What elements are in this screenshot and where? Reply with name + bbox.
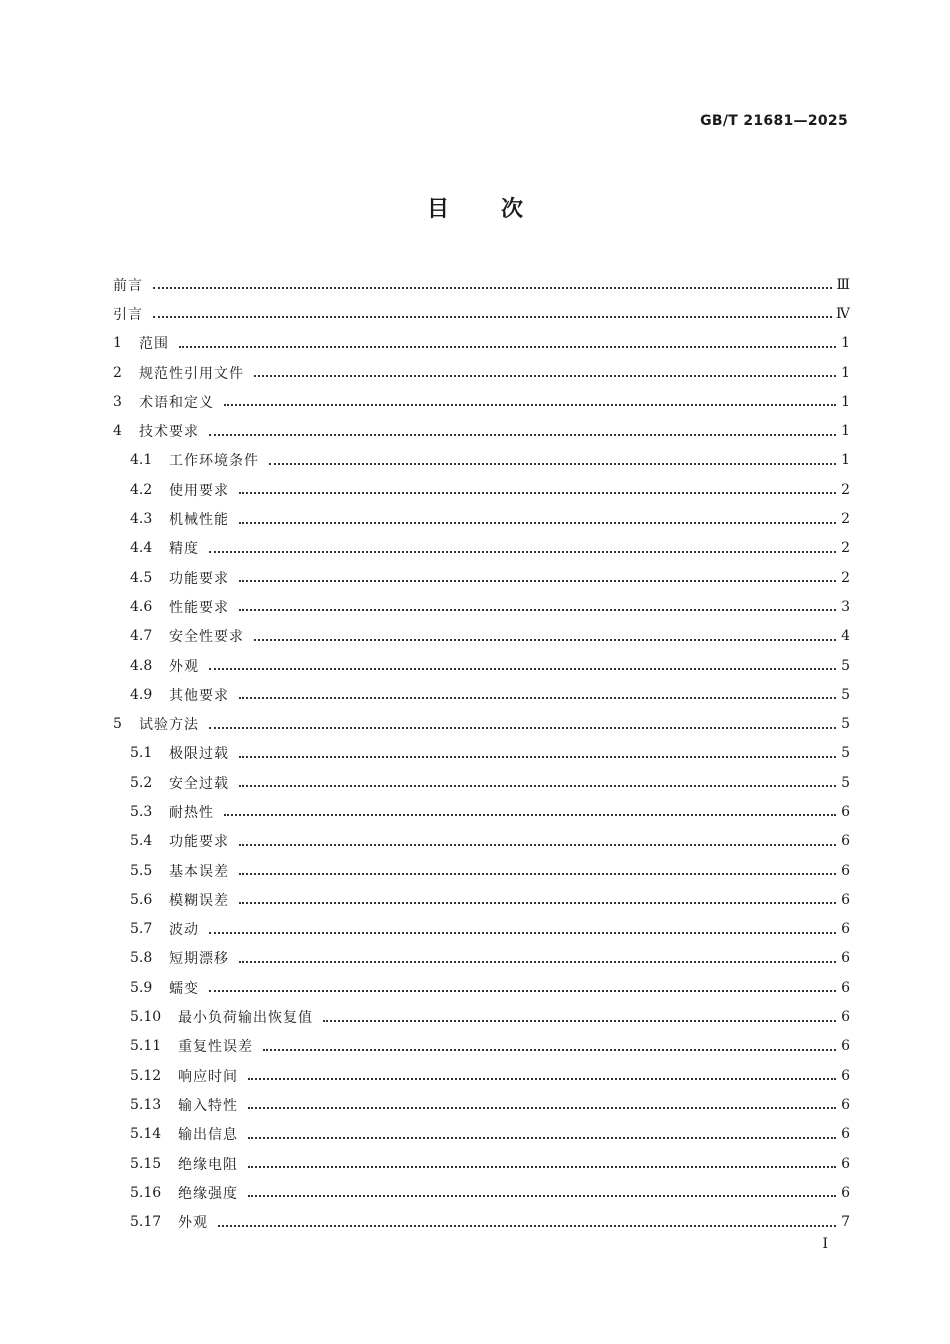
toc-entry-label: 最小负荷输出恢复值 — [178, 1010, 313, 1027]
toc-entry-label: 工作环境条件 — [169, 453, 259, 470]
toc-entry[interactable] — [113, 651, 850, 680]
page-folio: Ⅰ — [822, 1236, 828, 1252]
dot-leader — [239, 608, 836, 611]
toc-entry-page: 5 — [841, 716, 850, 733]
toc-entry[interactable] — [113, 1149, 850, 1178]
toc-entry-number: 5.8 — [130, 950, 153, 967]
toc-entry-label: 蠕变 — [169, 980, 199, 997]
toc-entry-page: 1 — [841, 423, 850, 440]
toc-entry-number: 5.15 — [130, 1155, 162, 1172]
dot-leader — [239, 784, 836, 787]
toc-entry-page: 2 — [841, 540, 850, 557]
dot-leader — [269, 462, 836, 465]
table-of-contents — [113, 270, 850, 1237]
toc-entry-label: 功能要求 — [169, 570, 229, 587]
toc-entry-label: 精度 — [169, 541, 199, 558]
dot-leader — [239, 843, 836, 846]
toc-entry-number: 5.4 — [130, 833, 153, 850]
toc-entry-number: 5.12 — [130, 1067, 162, 1084]
toc-entry-number: 4.5 — [130, 569, 153, 586]
toc-entry[interactable] — [113, 739, 850, 768]
toc-entry[interactable] — [113, 1090, 850, 1119]
toc-entry-page: 7 — [841, 1214, 850, 1231]
toc-entry-page: 4 — [841, 628, 850, 645]
toc-entry-label: 基本误差 — [169, 863, 229, 880]
toc-entry-page: 5 — [841, 686, 850, 703]
toc-entry[interactable] — [113, 768, 850, 797]
toc-entry-page: 2 — [841, 569, 850, 586]
toc-entry-number: 5.13 — [130, 1096, 162, 1113]
toc-entry-number: 4.6 — [130, 598, 153, 615]
toc-entry-number: 5 — [113, 716, 122, 733]
toc-entry-page: 6 — [841, 833, 850, 850]
toc-entry-number: 5.11 — [130, 1038, 162, 1055]
toc-entry-label: 功能要求 — [169, 834, 229, 851]
toc-entry-label: 绝缘强度 — [178, 1185, 238, 1202]
toc-entry[interactable] — [113, 1120, 850, 1149]
toc-entry-label: 响应时间 — [178, 1068, 238, 1085]
toc-entry-label: 重复性误差 — [178, 1039, 253, 1056]
toc-entry-label: 术语和定义 — [139, 394, 214, 411]
toc-entry[interactable] — [113, 592, 850, 621]
dot-leader — [239, 872, 836, 875]
dot-leader — [239, 579, 836, 582]
toc-entry[interactable] — [113, 358, 850, 387]
toc-entry-page: 6 — [841, 1067, 850, 1084]
toc-entry-label: 外观 — [178, 1215, 208, 1232]
toc-entry-page: 6 — [841, 803, 850, 820]
toc-entry-label: 输出信息 — [178, 1127, 238, 1144]
dot-leader — [209, 667, 836, 670]
toc-entry[interactable] — [113, 563, 850, 592]
toc-entry[interactable] — [113, 504, 850, 533]
dot-leader — [239, 696, 836, 699]
toc-entry-number: 4.2 — [130, 481, 153, 498]
toc-entry[interactable] — [113, 709, 850, 738]
toc-entry[interactable] — [113, 797, 850, 826]
dot-leader — [263, 1048, 836, 1051]
toc-entry[interactable] — [113, 622, 850, 651]
toc-entry-page: Ⅲ — [836, 276, 850, 293]
toc-entry-number: 5.9 — [130, 979, 153, 996]
toc-entry-number: 5.10 — [130, 1009, 162, 1026]
toc-entry-label: 其他要求 — [169, 687, 229, 704]
toc-entry-number: 5.6 — [130, 891, 153, 908]
toc-entry-page: 6 — [841, 862, 850, 879]
toc-entry-label: 范围 — [139, 336, 169, 353]
toc-entry-page: 2 — [841, 481, 850, 498]
toc-entry-page: 6 — [841, 1096, 850, 1113]
dot-leader — [224, 403, 836, 406]
toc-entry-page: Ⅳ — [836, 305, 850, 322]
toc-entry-number: 2 — [113, 364, 122, 381]
toc-entry-number: 4.4 — [130, 540, 153, 557]
toc-entry-page: 6 — [841, 1155, 850, 1172]
toc-entry-number: 4.3 — [130, 511, 153, 528]
dot-leader — [209, 550, 836, 553]
toc-entry[interactable] — [113, 387, 850, 416]
toc-entry-label: 波动 — [169, 922, 199, 939]
dot-leader — [209, 989, 836, 992]
toc-entry-number: 5.14 — [130, 1126, 162, 1143]
toc-entry-number: 5.5 — [130, 862, 153, 879]
dot-leader — [239, 960, 836, 963]
toc-entry-number: 3 — [113, 393, 122, 410]
toc-entry[interactable] — [113, 1032, 850, 1061]
toc-entry-page: 6 — [841, 891, 850, 908]
toc-entry-label: 绝缘电阻 — [178, 1156, 238, 1173]
toc-entry-label: 短期漂移 — [169, 951, 229, 968]
dot-leader — [153, 286, 832, 289]
dot-leader — [224, 813, 836, 816]
toc-entry[interactable] — [113, 973, 850, 1002]
toc-entry-number: 5.16 — [130, 1184, 162, 1201]
toc-entry[interactable] — [113, 329, 850, 358]
toc-entry-number: 4.8 — [130, 657, 153, 674]
toc-entry[interactable] — [113, 1178, 850, 1207]
toc-entry-label: 引言 — [113, 306, 143, 323]
toc-entry-label: 极限过载 — [169, 746, 229, 763]
toc-entry-page: 6 — [841, 979, 850, 996]
dot-leader — [209, 726, 836, 729]
dot-leader — [248, 1165, 836, 1168]
toc-entry-number: 4.9 — [130, 686, 153, 703]
toc-entry-number: 5.7 — [130, 921, 153, 938]
dot-leader — [179, 345, 836, 348]
toc-entry-page: 6 — [841, 950, 850, 967]
toc-entry-page: 1 — [841, 452, 850, 469]
toc-entry-label: 耐热性 — [169, 804, 214, 821]
toc-entry-page: 6 — [841, 1038, 850, 1055]
toc-entry-label: 前言 — [113, 277, 143, 294]
toc-entry-number: 4.7 — [130, 628, 153, 645]
dot-leader — [248, 1106, 836, 1109]
toc-entry[interactable] — [113, 416, 850, 445]
dot-leader — [153, 315, 832, 318]
toc-entry[interactable] — [113, 1002, 850, 1031]
toc-entry-label: 规范性引用文件 — [139, 365, 244, 382]
toc-entry[interactable] — [113, 446, 850, 475]
toc-entry[interactable] — [113, 827, 850, 856]
toc-entry-label: 安全性要求 — [169, 629, 244, 646]
toc-entry-number: 4.1 — [130, 452, 153, 469]
dot-leader — [323, 1019, 836, 1022]
toc-entry[interactable] — [113, 475, 850, 504]
dot-leader — [248, 1136, 836, 1139]
dot-leader — [239, 521, 836, 524]
toc-entry[interactable] — [113, 915, 850, 944]
toc-entry-label: 机械性能 — [169, 512, 229, 529]
toc-entry-page: 6 — [841, 1184, 850, 1201]
dot-leader — [218, 1224, 836, 1227]
dot-leader — [248, 1077, 836, 1080]
toc-entry-label: 使用要求 — [169, 482, 229, 499]
toc-entry-page: 6 — [841, 1126, 850, 1143]
toc-entry[interactable] — [113, 856, 850, 885]
toc-entry-number: 5.3 — [130, 803, 153, 820]
toc-entry-number: 5.2 — [130, 774, 153, 791]
toc-entry-page: 6 — [841, 1009, 850, 1026]
toc-entry-label: 技术要求 — [139, 424, 199, 441]
toc-entry-page: 2 — [841, 511, 850, 528]
toc-entry-page: 5 — [841, 745, 850, 762]
toc-entry[interactable] — [113, 1208, 850, 1237]
toc-entry-page: 5 — [841, 657, 850, 674]
toc-entry[interactable] — [113, 534, 850, 563]
toc-entry-page: 5 — [841, 774, 850, 791]
toc-entry-label: 输入特性 — [178, 1097, 238, 1114]
dot-leader — [209, 931, 836, 934]
toc-entry-page: 1 — [841, 364, 850, 381]
toc-entry-label: 性能要求 — [169, 599, 229, 616]
dot-leader — [239, 755, 836, 758]
toc-entry-page: 1 — [841, 335, 850, 352]
dot-leader — [239, 491, 836, 494]
dot-leader — [254, 374, 836, 377]
toc-entry-number: 1 — [113, 335, 122, 352]
toc-entry-label: 试验方法 — [139, 717, 199, 734]
toc-entry[interactable] — [113, 680, 850, 709]
toc-entry-number: 5.1 — [130, 745, 153, 762]
toc-entry[interactable] — [113, 270, 850, 299]
toc-entry-page: 1 — [841, 393, 850, 410]
toc-entry-label: 安全过载 — [169, 775, 229, 792]
toc-entry-number: 4 — [113, 423, 122, 440]
toc-entry-label: 外观 — [169, 658, 199, 675]
dot-leader — [248, 1194, 836, 1197]
toc-entry-page: 3 — [841, 598, 850, 615]
dot-leader — [239, 901, 836, 904]
toc-title: 目次 — [426, 197, 575, 222]
toc-entry[interactable] — [113, 299, 850, 328]
toc-entry[interactable] — [113, 885, 850, 914]
toc-entry[interactable] — [113, 944, 850, 973]
toc-entry-number: 5.17 — [130, 1214, 162, 1231]
toc-entry-label: 模糊误差 — [169, 892, 229, 909]
toc-entry[interactable] — [113, 1061, 850, 1090]
standard-code: GB/T 21681—2025 — [700, 113, 848, 129]
dot-leader — [209, 433, 836, 436]
toc-entry-page: 6 — [841, 921, 850, 938]
dot-leader — [254, 638, 836, 641]
